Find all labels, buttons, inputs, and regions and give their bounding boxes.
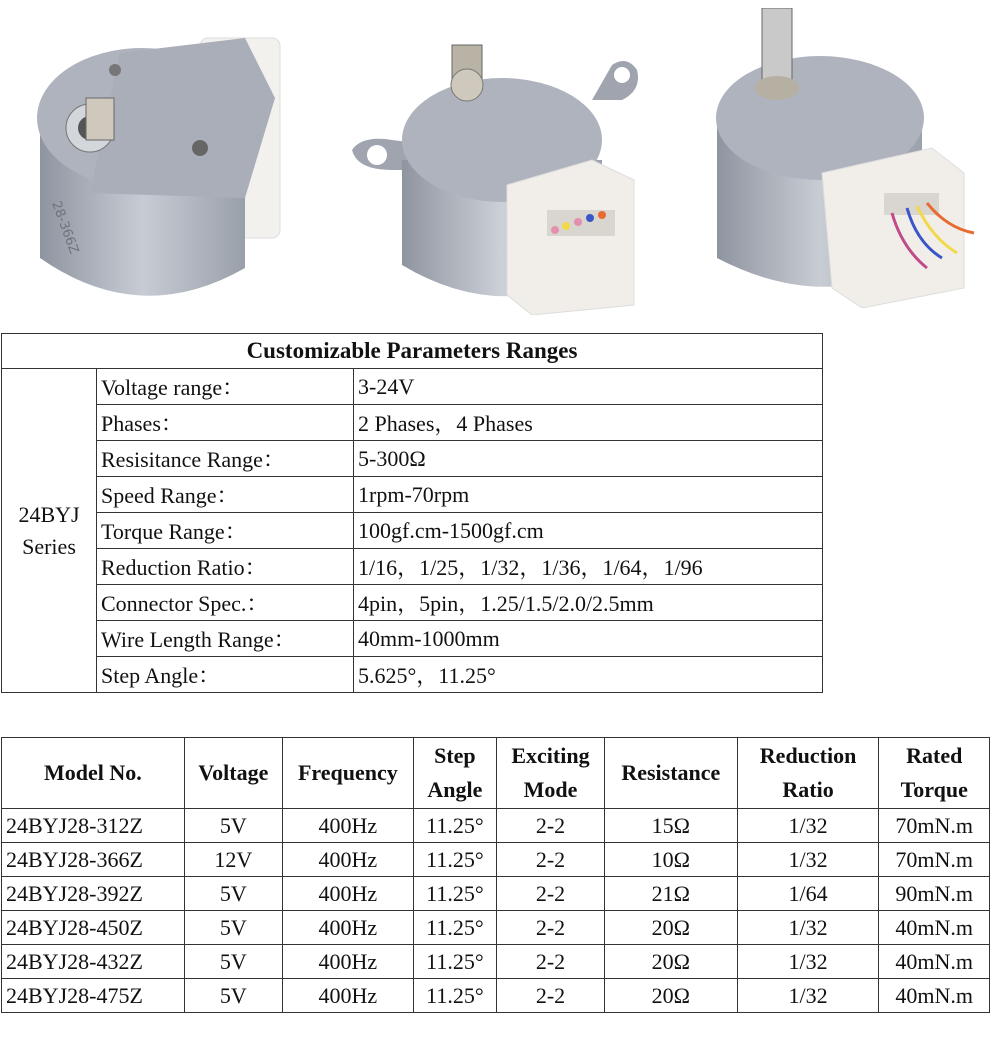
table-cell: 70mN.m xyxy=(879,843,990,877)
parameter-label: Voltage range： xyxy=(97,369,354,405)
column-header: Exciting Mode xyxy=(496,738,604,809)
table-cell: 15Ω xyxy=(604,809,737,843)
series-label: 24BYJ Series xyxy=(2,369,97,693)
table-cell: 2-2 xyxy=(496,979,604,1013)
table-cell: 11.25° xyxy=(413,843,496,877)
parameter-row xyxy=(2,621,823,657)
parameter-label: Phases： xyxy=(97,405,354,441)
parameter-value: 100gf.cm-1500gf.cm xyxy=(354,513,823,549)
model-number-cell: 24BYJ28-392Z xyxy=(2,877,185,911)
parameter-row xyxy=(2,405,823,441)
parameter-label: Reduction Ratio： xyxy=(97,549,354,585)
table-cell: 400Hz xyxy=(282,945,413,979)
table-cell: 1/32 xyxy=(737,945,879,979)
table-cell: 40mN.m xyxy=(879,911,990,945)
parameter-value: 40mm-1000mm xyxy=(354,621,823,657)
parameter-row xyxy=(2,585,823,621)
table-cell: 40mN.m xyxy=(879,979,990,1013)
table-cell: 400Hz xyxy=(282,843,413,877)
model-number-cell: 24BYJ28-312Z xyxy=(2,809,185,843)
parameter-value: 1rpm-70rpm xyxy=(354,477,823,513)
table-cell: 11.25° xyxy=(413,809,496,843)
table-row xyxy=(2,911,990,945)
table-cell: 11.25° xyxy=(413,877,496,911)
table-cell: 2-2 xyxy=(496,809,604,843)
table-cell: 5V xyxy=(184,911,282,945)
parameter-label: Connector Spec.： xyxy=(97,585,354,621)
table-cell: 11.25° xyxy=(413,911,496,945)
table-cell: 5V xyxy=(184,945,282,979)
table-cell: 20Ω xyxy=(604,979,737,1013)
table-cell: 20Ω xyxy=(604,945,737,979)
motor-photo-threaded xyxy=(352,40,657,315)
model-number-cell: 24BYJ28-475Z xyxy=(2,979,185,1013)
table-cell: 400Hz xyxy=(282,877,413,911)
table-cell: 5V xyxy=(184,809,282,843)
column-header: Reduction Ratio xyxy=(737,738,879,809)
column-header: Model No. xyxy=(2,738,185,809)
parameter-value: 5.625°，11.25° xyxy=(354,657,823,693)
table-cell: 1/32 xyxy=(737,809,879,843)
parameter-value: 1/16，1/25，1/32，1/36，1/64，1/96 xyxy=(354,549,823,585)
column-header: Step Angle xyxy=(413,738,496,809)
table-cell: 11.25° xyxy=(413,979,496,1013)
table-cell: 2-2 xyxy=(496,945,604,979)
table-cell: 40mN.m xyxy=(879,945,990,979)
parameter-label: Speed Range： xyxy=(97,477,354,513)
parameter-value: 4pin，5pin，1.25/1.5/2.0/2.5mm xyxy=(354,585,823,621)
parameter-value: 2 Phases，4 Phases xyxy=(354,405,823,441)
table-cell: 90mN.m xyxy=(879,877,990,911)
table-row xyxy=(2,945,990,979)
table-cell: 400Hz xyxy=(282,809,413,843)
parameter-row xyxy=(2,369,823,405)
table-cell: 2-2 xyxy=(496,877,604,911)
parameter-label: Wire Length Range： xyxy=(97,621,354,657)
svg-text:28-366Z: 28-366Z xyxy=(48,199,82,257)
table-row xyxy=(2,979,990,1013)
parameter-row xyxy=(2,441,823,477)
table-row xyxy=(2,843,990,877)
table-cell: 10Ω xyxy=(604,843,737,877)
table-cell: 1/64 xyxy=(737,877,879,911)
table-cell: 1/32 xyxy=(737,911,879,945)
motor-photo-wired xyxy=(712,8,980,308)
parameters-title: Customizable Parameters Ranges xyxy=(2,334,823,369)
table-cell: 21Ω xyxy=(604,877,737,911)
parameter-value: 3-24V xyxy=(354,369,823,405)
table-cell: 2-2 xyxy=(496,911,604,945)
parameter-row xyxy=(2,477,823,513)
parameter-row xyxy=(2,549,823,585)
product-photos xyxy=(0,0,1000,320)
column-header: Voltage xyxy=(184,738,282,809)
table-cell: 5V xyxy=(184,979,282,1013)
table-cell: 1/32 xyxy=(737,979,879,1013)
table-cell: 2-2 xyxy=(496,843,604,877)
parameters-table xyxy=(1,333,823,693)
column-header: Resistance xyxy=(604,738,737,809)
table-cell: 1/32 xyxy=(737,843,879,877)
parameter-value: 5-300Ω xyxy=(354,441,823,477)
table-cell: 400Hz xyxy=(282,911,413,945)
table-row xyxy=(2,809,990,843)
parameter-label: Step Angle： xyxy=(97,657,354,693)
parameter-label: Torque Range： xyxy=(97,513,354,549)
motor-photo-shaft-d xyxy=(30,28,320,313)
parameter-row xyxy=(2,513,823,549)
column-header: Frequency xyxy=(282,738,413,809)
table-cell: 11.25° xyxy=(413,945,496,979)
model-number-cell: 24BYJ28-432Z xyxy=(2,945,185,979)
model-number-cell: 24BYJ28-450Z xyxy=(2,911,185,945)
table-cell: 20Ω xyxy=(604,911,737,945)
table-cell: 70mN.m xyxy=(879,809,990,843)
table-row xyxy=(2,877,990,911)
table-cell: 12V xyxy=(184,843,282,877)
model-spec-table xyxy=(1,737,990,1013)
table-cell: 5V xyxy=(184,877,282,911)
parameter-label: Resisitance Range： xyxy=(97,441,354,477)
column-header: Rated Torque xyxy=(879,738,990,809)
table-cell: 400Hz xyxy=(282,979,413,1013)
parameter-row xyxy=(2,657,823,693)
model-number-cell: 24BYJ28-366Z xyxy=(2,843,185,877)
